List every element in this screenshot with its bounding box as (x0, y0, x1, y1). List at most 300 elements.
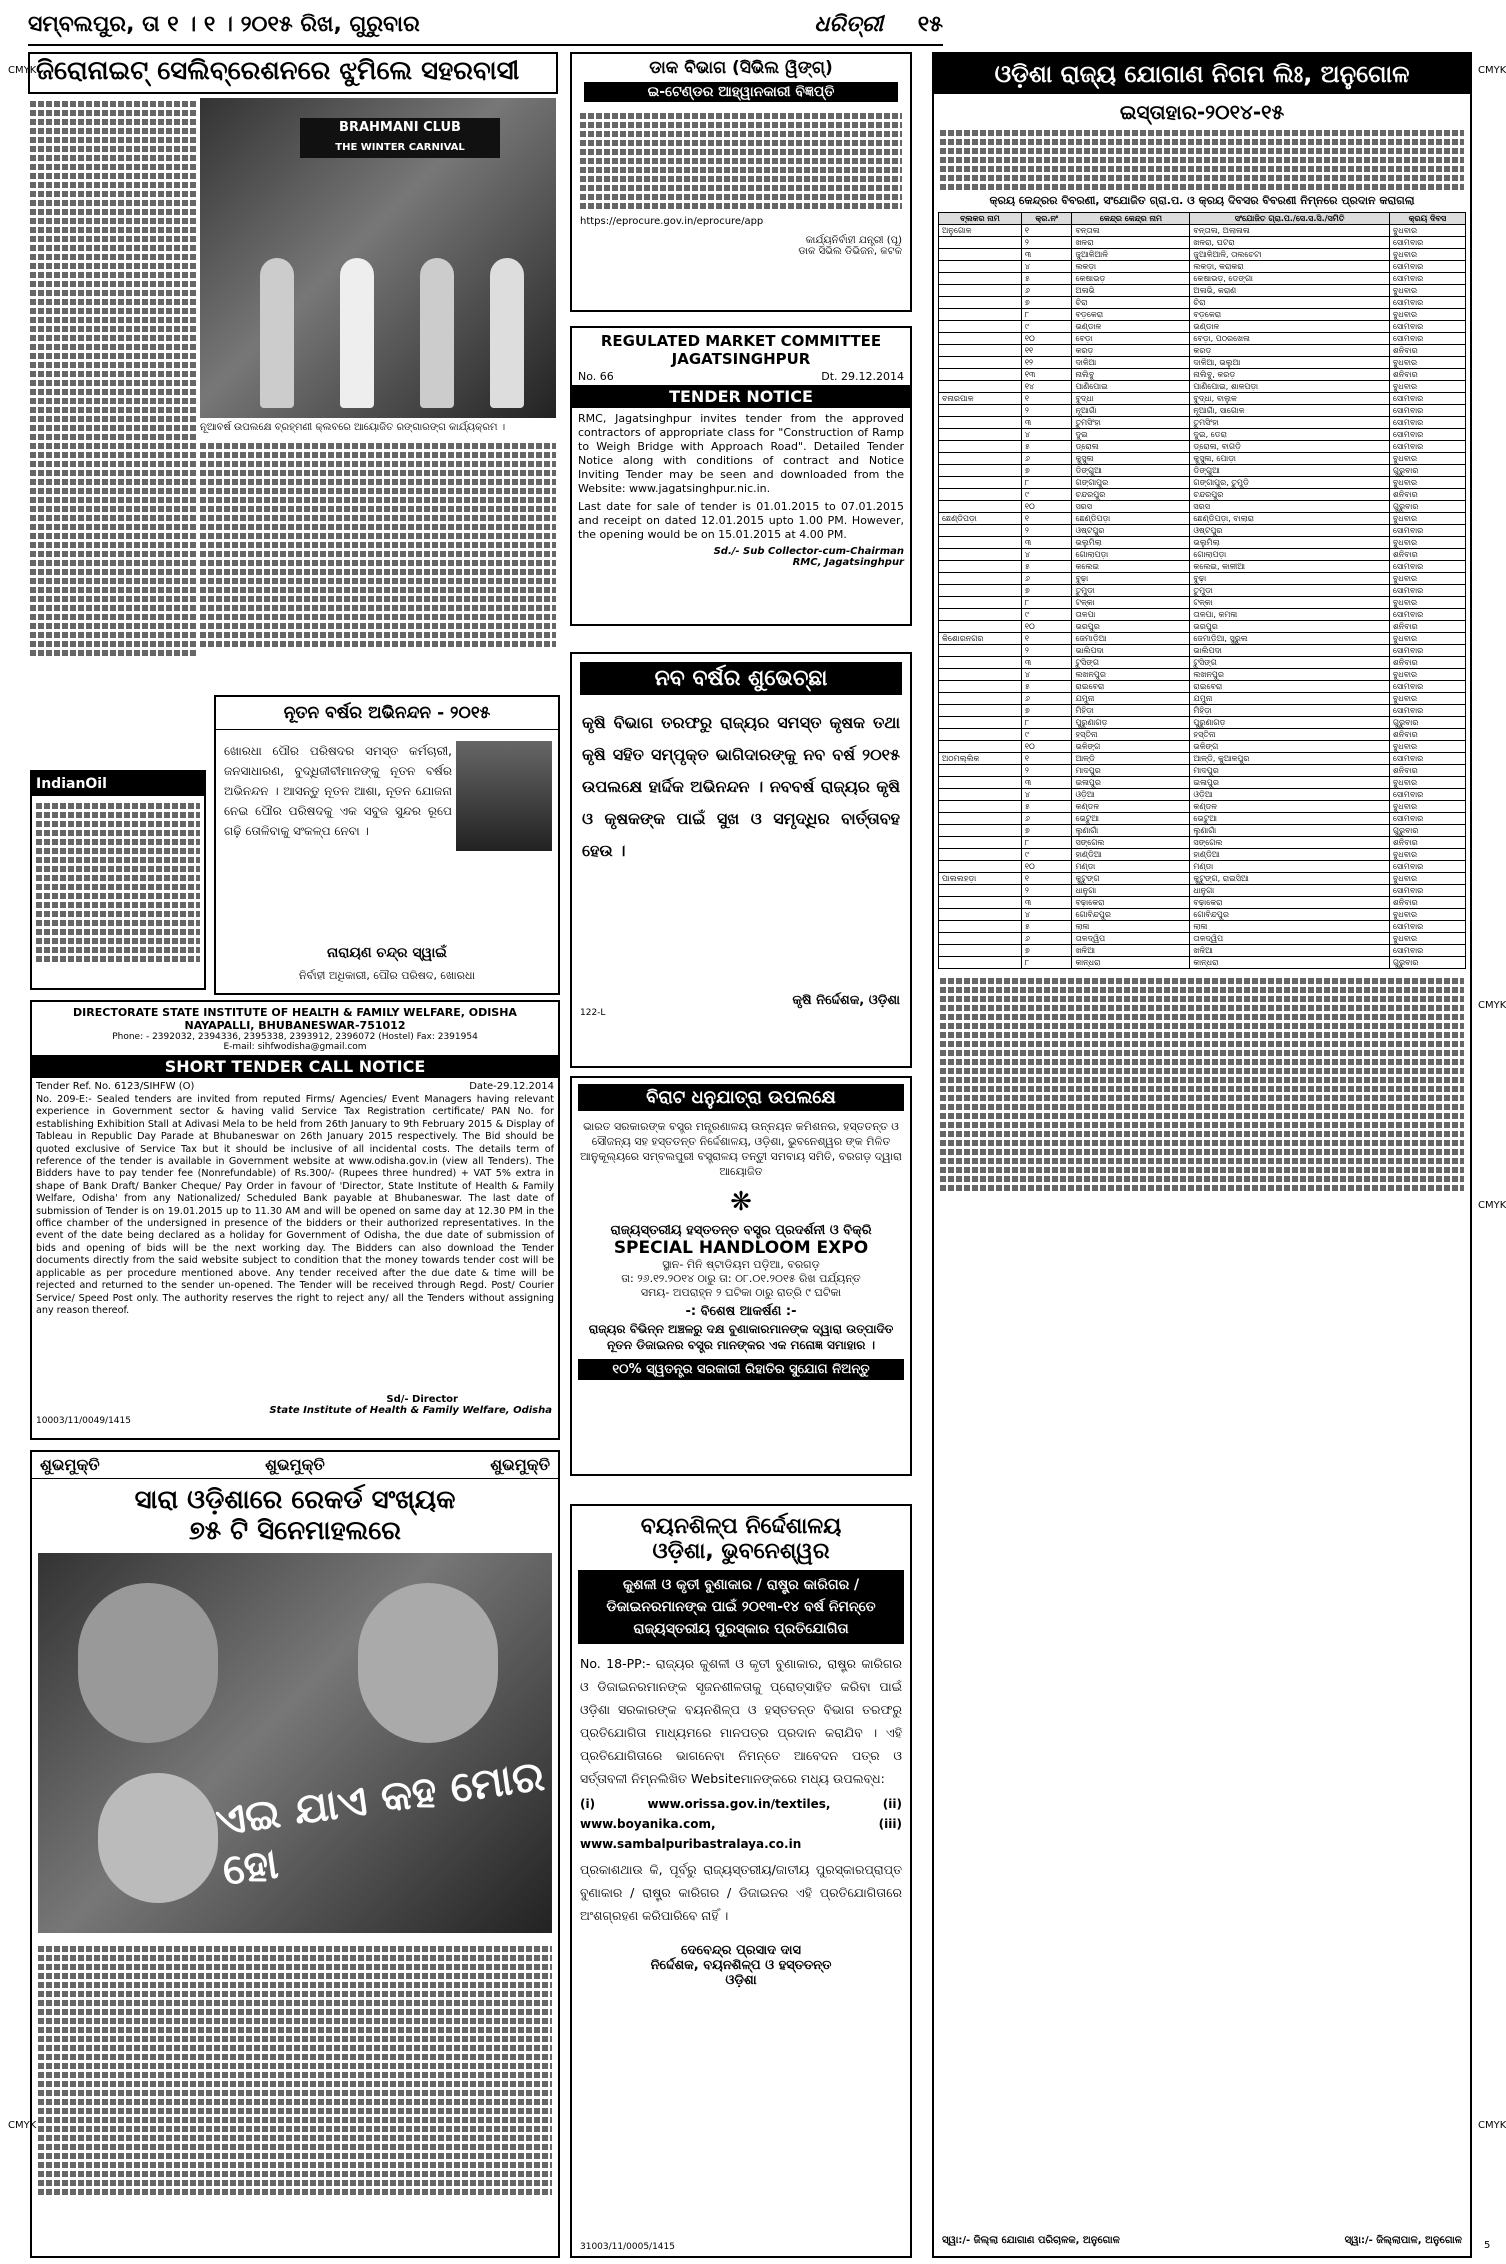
table-cell: କଲେଇ (1072, 561, 1190, 573)
table-cell: ଶନିବାର (1389, 549, 1465, 561)
textiles-title2: ଓଡ଼ିଶା, ଭୁବନେଶ୍ୱର (652, 1539, 830, 1564)
table-cell: ୪ (1021, 789, 1072, 801)
table-cell: ତାଳଦ୍ୱିପ (1072, 933, 1190, 945)
table-cell: ବୁଧବାର (1389, 477, 1465, 489)
table-cell: କାନ୍ଧରା (1190, 957, 1389, 969)
movie-poster (38, 1553, 552, 1933)
table-cell: ତୁମସିଂହା (1072, 417, 1190, 429)
table-cell: ବୁଧବାର (1389, 537, 1465, 549)
photo-caption: ନୂଆବର୍ଷ ଉପଲକ୍ଷେ ବ୍ରହ୍ମଣୀ କ୍ଲବରେ ଆୟୋଜିତ ରଙ୍ଗାରଙ୍ଗ କାର୍ଯ୍ୟକ୍ରମ । (200, 422, 506, 433)
cmyk-mark: CMYK (1478, 65, 1506, 76)
greeting-ad (214, 695, 560, 995)
textiles-sign2: ନିର୍ଦ୍ଦେଶକ, ବୟନଶିଳ୍ପ ଓ ହସ୍ତତନ୍ତ (650, 1958, 832, 1973)
sihfw-phone: Phone: - 2392032, 2394336, 2395338, 2393912, 2396072 (Hostel) Fax: 2391954 (112, 1032, 478, 1042)
table-cell: ଧାନୁଗା (1190, 885, 1389, 897)
table-cell: ଭଳିଙ୍ଗ (1072, 741, 1190, 753)
table-cell: ଶନିବାର (1389, 837, 1465, 849)
table-cell (939, 261, 1022, 273)
table-cell (939, 273, 1022, 285)
osc-intro (934, 130, 1470, 190)
actor-face (98, 1773, 218, 1903)
table-cell (939, 453, 1022, 465)
table-row (939, 549, 1466, 561)
table-cell: ୯ (1021, 609, 1072, 621)
table-cell: ଚନ୍ଦରପୁର (1072, 489, 1190, 501)
table-cell: ଭେଟୁଆ (1190, 813, 1389, 825)
table-cell: ଟୁସିଙ୍ଗ (1190, 657, 1389, 669)
sihfw-sign2: State Institute of Health & Family Welfare, Odisha (269, 1405, 552, 1416)
table-cell (939, 729, 1022, 741)
table-cell: ହାଣ୍ଡିଆ (1072, 849, 1190, 861)
film-title-logo: ଏଇ ଯାଏ କହ ମୋର ହୋ (212, 1750, 548, 1895)
table-cell (939, 801, 1022, 813)
table-cell: ୪ (1021, 909, 1072, 921)
table-cell: ସୋମବାର (1389, 945, 1465, 957)
table-cell: ଖଳରା, ଘଟରା (1190, 237, 1389, 249)
table-cell: ସୋମବାର (1389, 321, 1465, 333)
table-cell: ୭ (1021, 297, 1072, 309)
table-cell: ଅଠମଲ୍ଲିକ (939, 753, 1022, 765)
sihfw-tender (30, 1000, 560, 1440)
table-cell: ୩ (1021, 777, 1072, 789)
table-cell: ଶନିବାର (1389, 621, 1465, 633)
table-row (939, 741, 1466, 753)
newyear-title: ନବ ବର୍ଷର ଶୁଭେଚ୍ଛା (580, 662, 902, 695)
table-cell: ବୁଧବାର (1389, 741, 1465, 753)
table-cell: ଚିରା (1072, 297, 1190, 309)
table-row (939, 573, 1466, 585)
table-cell: ଶନିବାର (1389, 729, 1465, 741)
table-cell (939, 897, 1022, 909)
table-cell (939, 741, 1022, 753)
table-cell: ଆଳ୍ଡି, କୁଆଳପୁର (1190, 753, 1389, 765)
table-cell (939, 297, 1022, 309)
table-cell: ୫ (1021, 921, 1072, 933)
table-cell: ଓଷ୍ଟପୁର (1072, 525, 1190, 537)
banner-text: BRAHMANI CLUB (339, 120, 461, 135)
table-cell: ଗୁରୁବାର (1389, 501, 1465, 513)
table-row (939, 693, 1466, 705)
table-header-cell: ବ୍ଲକର ନାମ (939, 213, 1022, 225)
table-cell (939, 645, 1022, 657)
table-cell (939, 333, 1022, 345)
table-row (939, 405, 1466, 417)
table-cell (939, 537, 1022, 549)
table-cell: ୬ (1021, 813, 1072, 825)
table-cell (939, 657, 1022, 669)
handloom-body: ଭାରତ ସରକାରଙ୍କ ବସ୍ତ୍ର ମନ୍ତ୍ରଣାଳୟ ଉନ୍ନୟନ କମିଶନର, ହସ୍ତତନ୍ତ ଓ ସୌଜନ୍ୟ ସହ ହସ୍ତତନ୍ତ ନିର୍ଦ୍ଦେଶାଳୟ, ଓଡ଼ିଶା, ଭୁବନେଶ୍ୱର ଙ୍କ ମିଳିତ ଆନୁକୂଲ୍ୟରେ ସମ୍ବଲପୁରୀ ବସ୍ତ୍ରାଳୟ ତନ୍ତୁୀ ସମବାୟ ସମିତି, ବରଗଡ଼ ଦ୍ୱାରା ଆୟୋଜିତ (580, 1120, 902, 1178)
table-cell: ଓଡ଼ିଆ (1072, 789, 1190, 801)
table-cell: ଲକଡ଼ା, କରାକରା (1190, 261, 1389, 273)
table-cell: ସୋମବାର (1389, 417, 1465, 429)
indianoil-logo: IndianOil (32, 772, 204, 796)
table-cell: ନାଲିବୁ (1072, 369, 1190, 381)
table-cell: ରାଇବେରା (1072, 681, 1190, 693)
table-cell (939, 309, 1022, 321)
cmyk-mark: CMYK (1478, 2120, 1506, 2131)
osc-subtitle: ଇସ୍ତାହାର-୨୦୧୪-୧୫ (1119, 100, 1285, 124)
table-row (939, 477, 1466, 489)
table-cell: ହସ୍ତିନା (1072, 729, 1190, 741)
table-row (939, 321, 1466, 333)
table-cell: ଛେଣ୍ଡିପଡ଼ା (1072, 513, 1190, 525)
table-cell: ବୁଧବାର (1389, 669, 1465, 681)
table-cell: ଅଳାଭି, କରାଣ (1190, 285, 1389, 297)
table-cell: ବଢ଼ାକେରା (1072, 897, 1190, 909)
handloom-expo: SPECIAL HANDLOOM EXPO (613, 1238, 869, 1258)
table-cell: ସୋମବାର (1389, 645, 1465, 657)
table-cell: ଛେଣ୍ଡିପଡ଼ା (939, 513, 1022, 525)
table-cell: ବେଡ଼ା, ପଠରଖେଳା (1190, 333, 1389, 345)
table-cell (939, 573, 1022, 585)
theatre-list (32, 1939, 558, 2202)
rmc-ref-line (572, 368, 910, 385)
table-header-cell: କେନ୍ଦ୍ର କେନ୍ଦ୍ର ନାମ (1072, 213, 1190, 225)
table-cell: ଦାଳିଆ (1072, 357, 1190, 369)
table-cell: ୬ (1021, 693, 1072, 705)
table-cell (939, 933, 1022, 945)
table-cell: ତୁମୁଡ଼ା (1190, 585, 1389, 597)
greeting-title: ନୂତନ ବର୍ଷର ଅଭିନନ୍ଦନ - ୨୦୧୫ (216, 697, 558, 730)
osc-table (938, 212, 1466, 969)
table-cell: ବୁଧବାର (1389, 873, 1465, 885)
table-row (939, 873, 1466, 885)
table-cell: ବନ୍ତାଳା (1072, 225, 1190, 237)
performer-figure (340, 258, 374, 408)
table-cell (939, 501, 1022, 513)
table-row (939, 753, 1466, 765)
table-cell: ଗୋବିନ୍ଦପୁର (1072, 909, 1190, 921)
table-cell (939, 921, 1022, 933)
table-cell: ୮ (1021, 309, 1072, 321)
table-cell: ୭ (1021, 585, 1072, 597)
table-cell: ଗଙ୍ଗାପୁର, ତୁମୁଡ଼ି (1190, 477, 1389, 489)
table-row (939, 849, 1466, 861)
table-cell: ସୋମବାର (1389, 297, 1465, 309)
textiles-title1: ବୟନଶିଳ୍ପ ନିର୍ଦ୍ଦେଶାଳୟ (640, 1514, 842, 1539)
table-row (939, 381, 1466, 393)
movie-tag: ଶୁଭମୁକ୍ତି (265, 1455, 325, 1474)
table-cell: କେଷାଭଡ଼ (1072, 273, 1190, 285)
table-cell (939, 693, 1022, 705)
rmc-sign: Sd./- Sub Collector-cum-Chairman (713, 546, 904, 557)
table-cell: ସୋମବାର (1389, 861, 1465, 873)
table-row (939, 417, 1466, 429)
table-cell: ସୋମବାର (1389, 753, 1465, 765)
newyear-sign: କୃଷି ନିର୍ଦ୍ଦେଶକ, ଓଡ଼ିଶା (792, 993, 900, 1008)
table-row (939, 285, 1466, 297)
table-cell: ୪ (1021, 429, 1072, 441)
rmc-title: REGULATED MARKET COMMITTEE (600, 332, 882, 350)
table-cell (939, 777, 1022, 789)
table-row (939, 465, 1466, 477)
table-cell (939, 885, 1022, 897)
table-cell: ୮ (1021, 717, 1072, 729)
table-cell: ୪ (1021, 261, 1072, 273)
table-cell (939, 765, 1022, 777)
article-column-1 (30, 98, 196, 690)
table-cell: ୭ (1021, 825, 1072, 837)
table-cell (939, 861, 1022, 873)
table-row (939, 861, 1466, 873)
table-cell: ଭଲୁମିଲା (1072, 537, 1190, 549)
table-cell: ଓଡ଼ିଆ (1190, 789, 1389, 801)
table-row (939, 441, 1466, 453)
table-row (939, 489, 1466, 501)
table-row (939, 729, 1466, 741)
rmc-bar: TENDER NOTICE (572, 385, 910, 408)
textiles-sign3: ଓଡ଼ିଶା (725, 1973, 757, 1988)
table-cell (939, 681, 1022, 693)
article-photo (200, 98, 556, 418)
table-cell: ବଡ଼କେରା (1190, 309, 1389, 321)
table-row (939, 957, 1466, 969)
table-cell (939, 909, 1022, 921)
table-row (939, 357, 1466, 369)
table-row (939, 249, 1466, 261)
table-cell: ଭରପୁର (1190, 621, 1389, 633)
table-cell: ୬ (1021, 453, 1072, 465)
banner-subtext: THE WINTER CARNIVAL (335, 142, 465, 153)
table-cell: ମାଦପୁର (1190, 765, 1389, 777)
table-cell: ମଣ୍ଡା (1190, 861, 1389, 873)
performer-figure (490, 258, 524, 408)
greeting-body: ଖୋରଧା ପୌର ପରିଷଦର ସମସ୍ତ କର୍ମଚାରୀ, ଜନସାଧାରଣ, ବୁଦ୍ଧିଜୀବୀମାନଙ୍କୁ ନୂତନ ବର୍ଷର ଅଭିନନ୍ଦନ । ଆସନ୍ତୁ ନୂତନ ଆଶା, ନୂତନ ଯୋଜନା ନେଇ ପୌର ପରିଷଦକୁ ଏକ ସବୁଜ ସୁନ୍ଦର ରୂପେ ଗଢ଼ି ତୋଳିବାକୁ ସଂକଳ୍ପ ନେବା । (224, 744, 452, 838)
table-cell: ଭାଲିପଦା (1190, 645, 1389, 657)
table-cell (939, 321, 1022, 333)
table-header-cell: ସଂଯୋଜିତ ଗ୍ରା.ପ./ସେ.ସ.ସି./ସମିତି (1190, 213, 1389, 225)
table-cell: ପାଲଲହଡ଼ା (939, 873, 1022, 885)
table-cell: ସୋମବାର (1389, 261, 1465, 273)
table-cell: ବୁଧବାର (1389, 357, 1465, 369)
table-cell: ଧାନୁଗା (1072, 885, 1190, 897)
osc-table-wrap (934, 212, 1470, 969)
movie-tag: ଶୁଭମୁକ୍ତି (40, 1455, 100, 1474)
table-row (939, 225, 1466, 237)
sihfw-body: No. 209-E:- Sealed tenders are invited from reputed Firms/ Agencies/ Event Managers having relevant experience in Government sector & having valid Service Tax Registration certificate/ PAN No. for establishing Exhibition Stall at Adivasi Mela to be held from 26th January to 9th February 2015 & Display of Tableau in Republic Day Parade at Bhubaneswar on 26th January 2015 respectively. The Bid should be quoted exclusive of Service Tax but it should be inclusive of all incidental costs. The details term of reference of the tender is available in Government website at www.odisha.gov.in (view all Tenders). The Bidders have to pay tender fee (Nonrefundable) of Rs.300/- (Rupees three hundred) + VAT 5% extra in shape of Bank Draft/ Banker Cheque/ Pay Order in favour of 'Director, State Institute of Health & Family Welfare, Odisha' from any Nationalized/ Scheduled Bank payable at Bhubaneswar. The last date of submission of Tender is on 19.01.2015 up to 11.30 AM and will be opened on same day at 12.30 PM in the office chamber of the undersigned in presence of the bidders or their authorized representatives. In the event of the date being declared as a holiday for Government of Odisha, the due date of submission of bids and opening of bids will be the next working day. The Bidders can also download the Tender documents directly from the said website subject to condition that the money towards tender cost will be applicable as per procedure mentioned above. Any tender received after the due date & time will be rejected and returned to the sender un-opened. The Tender will be received through Regd. Post/ Courier Service/ Speed Post only. The authority reserves the right to reject any/ all the Tenders without assigning any reason thereof. (36, 1094, 554, 1316)
movie-ad (30, 1450, 560, 2258)
table-cell: କିଶୋରନଗର (939, 633, 1022, 645)
table-row (939, 777, 1466, 789)
table-header-row (939, 213, 1466, 225)
table-cell: ୧୦ (1021, 333, 1072, 345)
table-cell: ଚନ୍ଦରପୁର (1190, 489, 1389, 501)
table-cell: ବୁଧବାର (1389, 453, 1465, 465)
table-cell: ୮ (1021, 477, 1072, 489)
rmc-body2: Last date for sale of tender is 01.01.2015 to 07.01.2015 and receipt on dated 12.01.2015 upto 1.00 PM. However, the opening would be on 15.01.2015 at 4.00 PM. (578, 500, 904, 541)
table-cell: ଗୁରୁବାର (1389, 825, 1465, 837)
table-cell: ଗୁରୁବାର (1389, 465, 1465, 477)
table-cell: ସୋମବାର (1389, 525, 1465, 537)
handloom-special: -: ବିଶେଷ ଆକର୍ଷଣ :- (685, 1304, 797, 1319)
table-row (939, 645, 1466, 657)
table-cell: ୪ (1021, 669, 1072, 681)
table-row (939, 237, 1466, 249)
table-cell: ସୋମବାର (1389, 813, 1465, 825)
table-row (939, 261, 1466, 273)
table-cell: ପାଣିପୋଇ, ଶାଳପଡ଼ା (1190, 381, 1389, 393)
table-cell: ଭଣ୍ଡାଳ (1072, 321, 1190, 333)
table-row (939, 933, 1466, 945)
table-cell: ସୋମବାର (1389, 609, 1465, 621)
table-cell: ପୁରୁଣାଗଡ଼ (1190, 717, 1389, 729)
table-cell: ହାଣ୍ଡିଆ (1190, 849, 1389, 861)
handloom-dates: ତା: ୨୬.୧୨.୨୦୧୪ ଠାରୁ ତା: ୦୮.୦୧.୨୦୧୫ ରିଖ ପର୍ଯ୍ୟନ୍ତ (621, 1272, 861, 1285)
table-cell: ସୋମବାର (1389, 441, 1465, 453)
official-photo (456, 741, 552, 851)
table-row (939, 297, 1466, 309)
table-cell: ୧୦ (1021, 741, 1072, 753)
table-cell: ବୁଢ଼ା (1072, 573, 1190, 585)
table-cell: କଣ୍ଡଳ (1190, 801, 1389, 813)
table-row (939, 633, 1466, 645)
table-cell: ଗୁରୁବାର (1389, 717, 1465, 729)
osc-sign2: ସ୍ୱା:/- ଜିଲ୍ଲାପାଳ, ଅନୁଗୋଳ (1344, 2235, 1462, 2246)
dak-sign: କାର୍ଯ୍ୟନିର୍ବାହୀ ଯନ୍ତ୍ରୀ (ପୂ) (805, 235, 902, 246)
table-cell: ୨ (1021, 237, 1072, 249)
official-name: ନାରାୟଣ ଚନ୍ଦ୍ର ସ୍ୱାଇଁ (327, 945, 447, 961)
osc-table-title: କ୍ରୟ କେନ୍ଦ୍ରର ବିବରଣୀ, ସଂଯୋଜିତ ଗ୍ରା.ପ. ଓ କ୍ରୟ ଦିବସର ବିବରଣୀ ନିମ୍ନରେ ପ୍ରଦାନ କରାଗଲା (989, 194, 1415, 207)
table-cell: ପୁରୁଣାଗଡ଼ (1072, 717, 1190, 729)
table-cell: ଦାଳିଆ, ଭଲୁଆ (1190, 357, 1389, 369)
table-row (939, 429, 1466, 441)
table-cell: ସୋମବାର (1389, 789, 1465, 801)
table-cell: ଭେଟୁଆ (1072, 813, 1190, 825)
sihfw-code: 10003/11/0049/1415 (36, 1416, 131, 1426)
table-cell (939, 621, 1022, 633)
table-cell: ୧ (1021, 513, 1072, 525)
table-cell: ୩ (1021, 417, 1072, 429)
table-cell: ଶନିବାର (1389, 765, 1465, 777)
table-cell: ସୋମବାର (1389, 429, 1465, 441)
table-cell: କରଡ଼ (1190, 345, 1389, 357)
table-cell: ରାଇବେରା (1190, 681, 1389, 693)
table-cell: ଖଳିଆ (1190, 945, 1389, 957)
table-cell: ୯ (1021, 849, 1072, 861)
table-cell: ଅନୁଗୋଳ (939, 225, 1022, 237)
handloom-discount: ୧୦% ସ୍ୱତନ୍ତ୍ର ସରକାରୀ ରିହାତିର ସୁଯୋଗ ନିଅନ୍ତୁ (578, 1359, 904, 1380)
table-cell: ୯ (1021, 729, 1072, 741)
table-row (939, 453, 1466, 465)
table-cell: ଭଳିଙ୍ଗ (1190, 741, 1389, 753)
textiles-body2: ପ୍ରକାଶଥାଉ କି, ପୂର୍ବରୁ ରାଜ୍ୟସ୍ତରୀୟ/ଜାତୀୟ ପୁରସ୍କାରପ୍ରାପ୍ତ ବୁଣାକାର / ରାଷ୍ଟ୍ର କାରିଗର / ଡିଜାଇନର ଏହି ପ୍ରତିଯୋଗିତାରେ ଅଂଶଗ୍ରହଣ କରିପାରିବେ ନାହିଁ । (580, 1862, 902, 1923)
table-cell: ଶନିବାର (1389, 345, 1465, 357)
table-cell: ୩ (1021, 657, 1072, 669)
table-cell: ଭାଲିପଦା (1072, 645, 1190, 657)
table-cell: ହସ୍ତିନା (1190, 729, 1389, 741)
table-cell: ବଡ଼କେରା (1072, 309, 1190, 321)
textiles-body: No. 18-PP:- ରାଜ୍ୟର କୁଶଳୀ ଓ କୃତୀ ବୁଣାକାର, ରାଷ୍ଟ୍ର କାରିଗର ଓ ଡିଜାଇନରମାନଙ୍କ ସୃଜନଶୀଳତାକୁ ପ୍ରୋତ୍ସାହିତ କରିବା ପାଇଁ ଓଡ଼ିଶା ସରକାରଙ୍କ ବୟନଶିଳ୍ପ ଓ ହସ୍ତତନ୍ତ ବିଭାଗ ତରଫରୁ ପ୍ରତିଯୋଗିତା ମାଧ୍ୟମରେ ମାନପତ୍ର ପ୍ରଦାନ କରାଯିବ । ଏହି ପ୍ରତିଯୋଗିତାରେ ଭାଗନେବା ନିମନ୍ତେ ଆବେଦନ ପତ୍ର ଓ ସର୍ତ୍ତାବଳୀ ନିମ୍ନଲିଖିତ Websiteମାନଙ୍କରେ ମଧ୍ୟ ଉପଲବ୍ଧ: (580, 1656, 902, 1786)
table-cell: ୮ (1021, 957, 1072, 969)
table-cell: ଭରପୁର (1072, 621, 1190, 633)
table-row (939, 897, 1466, 909)
table-cell: ଶନିବାର (1389, 489, 1465, 501)
table-cell: ୭ (1021, 945, 1072, 957)
movie-title1: ସାରା ଓଡ଼ିଶାରେ ରେକର୍ଡ ସଂଖ୍ୟକ (134, 1485, 456, 1515)
table-cell: ଗୋଲାପଡ଼ା (1072, 549, 1190, 561)
table-cell: ବୁଧବାର (1389, 777, 1465, 789)
table-cell: ବୁଧବାର (1389, 633, 1465, 645)
table-cell: ବୁଧବାର (1389, 573, 1465, 585)
table-cell: ୧ (1021, 753, 1072, 765)
table-cell: ଜେମାଡ଼ିଆ, ସୁରୁଲ (1190, 633, 1389, 645)
table-cell: ବୁଦ୍ଧା (1072, 393, 1190, 405)
textiles-ad (570, 1504, 912, 2258)
table-row (939, 813, 1466, 825)
table-row (939, 681, 1466, 693)
table-row (939, 909, 1466, 921)
sihfw-address: NAYAPALLI, BHUBANESWAR-751012 (184, 1019, 406, 1032)
table-row (939, 669, 1466, 681)
table-cell: ଗୁରୁବାର (1389, 957, 1465, 969)
table-row (939, 369, 1466, 381)
table-row (939, 825, 1466, 837)
table-cell (939, 837, 1022, 849)
table-cell: ନାଲିବୁ, କରଡ଼ (1190, 369, 1389, 381)
article-text (30, 101, 196, 656)
table-cell: ଦୁଇ, ଡେରା (1190, 429, 1389, 441)
table-row (939, 345, 1466, 357)
table-row (939, 837, 1466, 849)
table-row (939, 585, 1466, 597)
table-cell: ୧୦ (1021, 861, 1072, 873)
handloom-title: ବିରାଟ ଧନୁଯାତ୍ରା ଉପଲକ୍ଷେ (578, 1084, 904, 1111)
table-cell: ଇଳାପୁର (1072, 777, 1190, 789)
table-cell (939, 285, 1022, 297)
cmyk-mark: CMYK (1478, 1000, 1506, 1011)
table-cell: ବୁଧବାର (1389, 309, 1465, 321)
rmc-body: RMC, Jagatsinghpur invites tender from the approved contractors of appropriate class for "Construction of Ramp to Weigh Bridge with Approach Road". Detailed Tender Notice along with conditions of contract and Notice Inviting Tender may be seen and downloaded from the Website: www.jagatsinghpur.nic.in. (578, 412, 904, 495)
table-cell: ବୁଧବାର (1389, 693, 1465, 705)
table-cell: ଯମୁନା (1072, 693, 1190, 705)
sihfw-email: E-mail: sihfwodisha@gmail.com (223, 1042, 367, 1052)
table-cell: ସୋମବାର (1389, 681, 1465, 693)
table-cell (939, 429, 1022, 441)
table-cell: ସୋମବାର (1389, 585, 1465, 597)
table-cell: ଲଖନପୁର (1190, 669, 1389, 681)
table-cell: ବୁଧବାର (1389, 801, 1465, 813)
table-cell: ୧୪ (1021, 381, 1072, 393)
table-row (939, 525, 1466, 537)
table-cell: ଖଳରା (1072, 237, 1190, 249)
handloom-expo-or: ରାଜ୍ୟସ୍ତରୀୟ ହସ୍ତତନ୍ତ ବସ୍ତ୍ର ପ୍ରଦର୍ଶନୀ ଓ ବିକ୍ରି (610, 1223, 872, 1238)
table-cell: ୫ (1021, 681, 1072, 693)
table-cell: ଲୁଣାଗାଁ (1072, 825, 1190, 837)
table-cell: ଦୁଇ (1072, 429, 1190, 441)
sihfw-ref-line (32, 1081, 558, 1092)
table-cell: ୩ (1021, 897, 1072, 909)
table-cell: କେଷାଭଡ଼, ଡେଙ୍ଗା (1190, 273, 1389, 285)
table-cell: ୧ (1021, 633, 1072, 645)
table-cell: ବୁଧବାର (1389, 381, 1465, 393)
table-row (939, 597, 1466, 609)
official-designation: ନିର୍ବାହୀ ଅଧିକାରୀ, ପୌର ପରିଷଦ, ଖୋରଧା (299, 969, 475, 982)
table-row (939, 657, 1466, 669)
table-cell: କୁସୁଳା (1072, 453, 1190, 465)
table-header-cell: କ୍ର.ନଂ (1021, 213, 1072, 225)
table-cell: ସୋମବାର (1389, 405, 1465, 417)
table-cell (939, 825, 1022, 837)
table-cell: ବୁଧବାର (1389, 249, 1465, 261)
table-cell (939, 525, 1022, 537)
table-row (939, 501, 1466, 513)
rmc-place: JAGATSINGHPUR (671, 350, 811, 368)
osc-sign1: ସ୍ୱା:/- ଜିଲ୍ଲା ଯୋଗାଣ ପରିଚାଳକ, ଅନୁଗୋଳ (942, 2235, 1120, 2246)
dak-tender (570, 52, 912, 312)
table-cell: କଣ୍ଡଳ (1072, 801, 1190, 813)
table-cell: ସଙ୍ଗେଲ (1190, 837, 1389, 849)
table-cell: ୮ (1021, 597, 1072, 609)
